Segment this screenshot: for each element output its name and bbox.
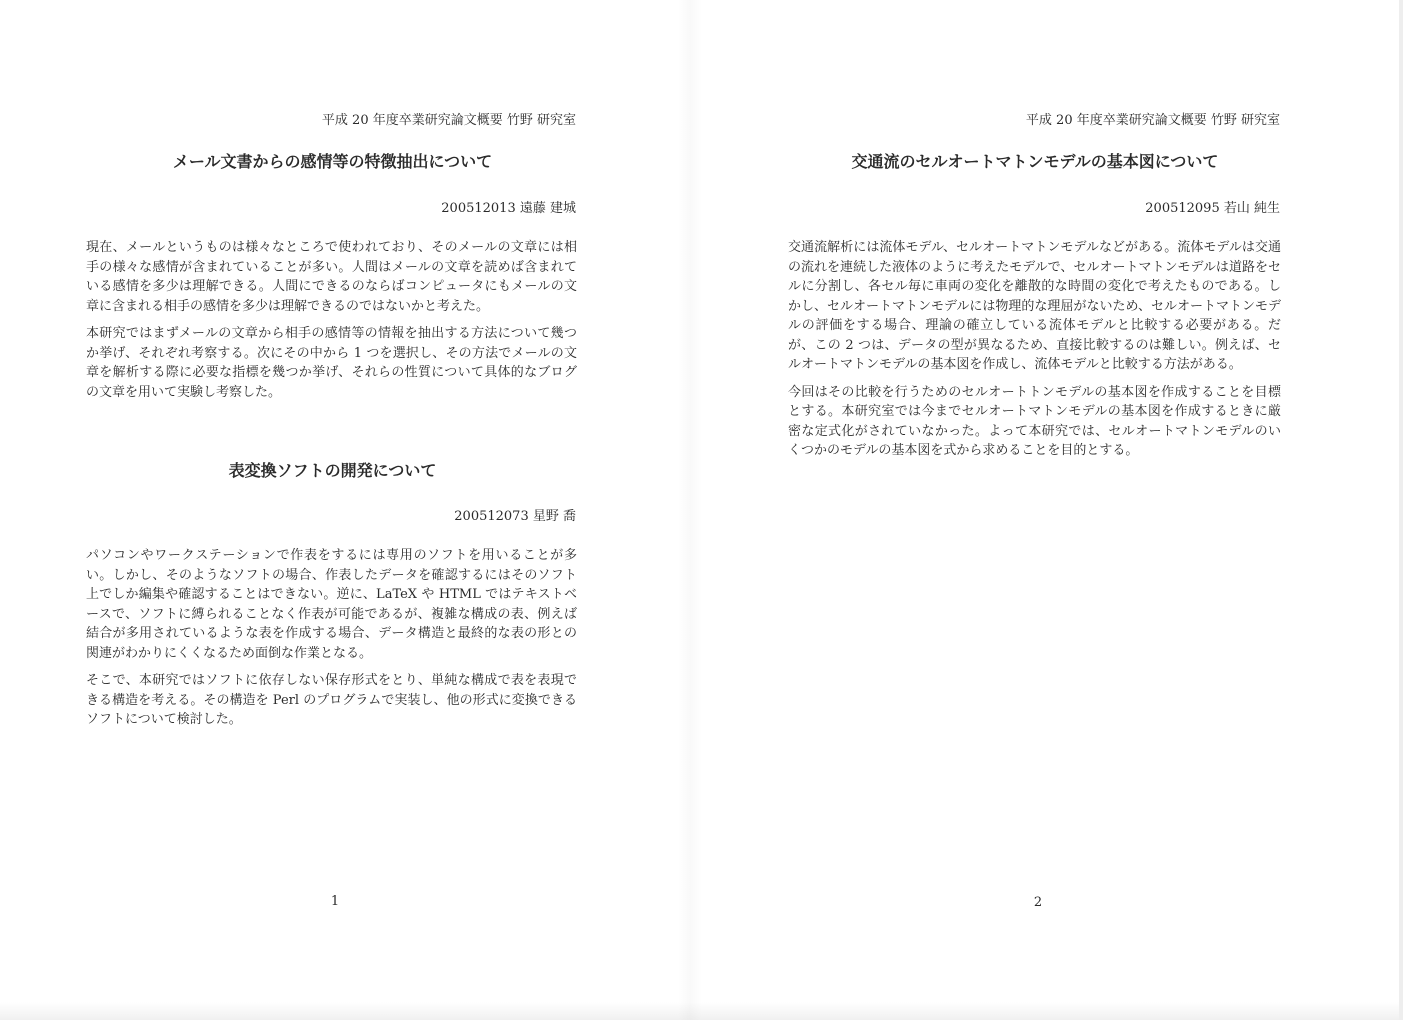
- page-left: [0, 0, 680, 1020]
- section-title: 交通流のセルオートマトンモデルの基本図について: [851, 152, 1219, 171]
- section-title: 表変換ソフトの開発について: [228, 461, 437, 480]
- author-line: 200512013 遠藤 建城: [441, 201, 576, 216]
- paragraph: パソコンやワークステーションで作表をするには専用のソフトを用いることが多い。しかし、そのようなソフトの場合、作表したデータを確認するにはそのソフト上でしか編集や確認することはできない。逆に、LaTeX や HTML ではテキストベースで、ソフトに縛られることなく作表が可能であるが、複雑な構成の表、例えば結合が多用されているような表を作成する場合、データ構造と最終的な表の形との関連がわかりにくくなるため面倒な作業となる。: [86, 548, 577, 661]
- section-body: [86, 546, 577, 738]
- paragraph: 交通流解析には流体モデル、セルオートマトンモデルなどがある。流体モデルは交通の流れを連続した液体のように考えたモデルで、セルオートマトンモデルは道路をセルに分割し、各セル毎に車両の変化を離散的な時間の変化で考えたものである。しかし、セルオートマトンモデルには物理的な理屈がないため、セルオートマトンモデルの評価をする場合、理論の確立している流体モデルと比較する必要がある。だが、この 2 つは、データの型が異なるため、直接比較するのは難しい。例えば、セルオートマトンモデルの基本図を作成し、流体モデルと比較する方法がある。: [788, 240, 1281, 372]
- paragraph: そこで、本研究ではソフトに依存しない保存形式をとり、単純な構成で表を表現できる構造を考える。その構造を Perl のプログラムで実装し、他の形式に変換できるソフトについて検討した。: [86, 673, 577, 727]
- paragraph: 本研究ではまずメールの文章から相手の感情等の情報を抽出する方法について幾つか挙げ、それぞれ考察する。次にその中から 1 つを選択し、その方法でメールの文章を解析する際に必要な指標を幾つか挙げ、それらの性質について具体的なブログの文章を用いて実験し考察した。: [86, 326, 577, 400]
- author-line: 200512073 星野 喬: [454, 509, 576, 524]
- paragraph: 現在、メールというものは様々なところで使われており、そのメールの文章には相手の様々な感情が含まれていることが多い。人間はメールの文章を読めば含まれている感情を多少は理解できる。人間にできるのならばコンピュータにもメールの文章に含まれる相手の感情を多少は理解できるのではないかと考えた。: [86, 240, 577, 314]
- section-body: [788, 238, 1281, 469]
- author-line: 200512095 若山 純生: [1145, 201, 1280, 216]
- page-number: 2: [1033, 895, 1043, 910]
- section-body: [86, 238, 577, 410]
- binding-gutter: [678, 0, 702, 1020]
- page-number: 1: [330, 894, 340, 909]
- running-header: 平成 20 年度卒業研究論文概要 竹野 研究室: [1025, 113, 1280, 128]
- paragraph: 今回はその比較を行うためのセルオートトンモデルの基本図を作成することを目標とする。本研究室では今までセルオートマトンモデルの基本図を作成するときに厳密な定式化がされていなかった。よって本研究では、セルオートマトンモデルのいくつかのモデルの基本図を式から求めることを目的とする。: [788, 384, 1281, 458]
- running-header: 平成 20 年度卒業研究論文概要 竹野 研究室: [321, 113, 576, 128]
- page-right: [700, 0, 1403, 1020]
- section-title: メール文書からの感情等の特徴抽出について: [172, 152, 493, 171]
- scan-shadow: [0, 1002, 1403, 1020]
- scan-edge: [1399, 0, 1403, 1020]
